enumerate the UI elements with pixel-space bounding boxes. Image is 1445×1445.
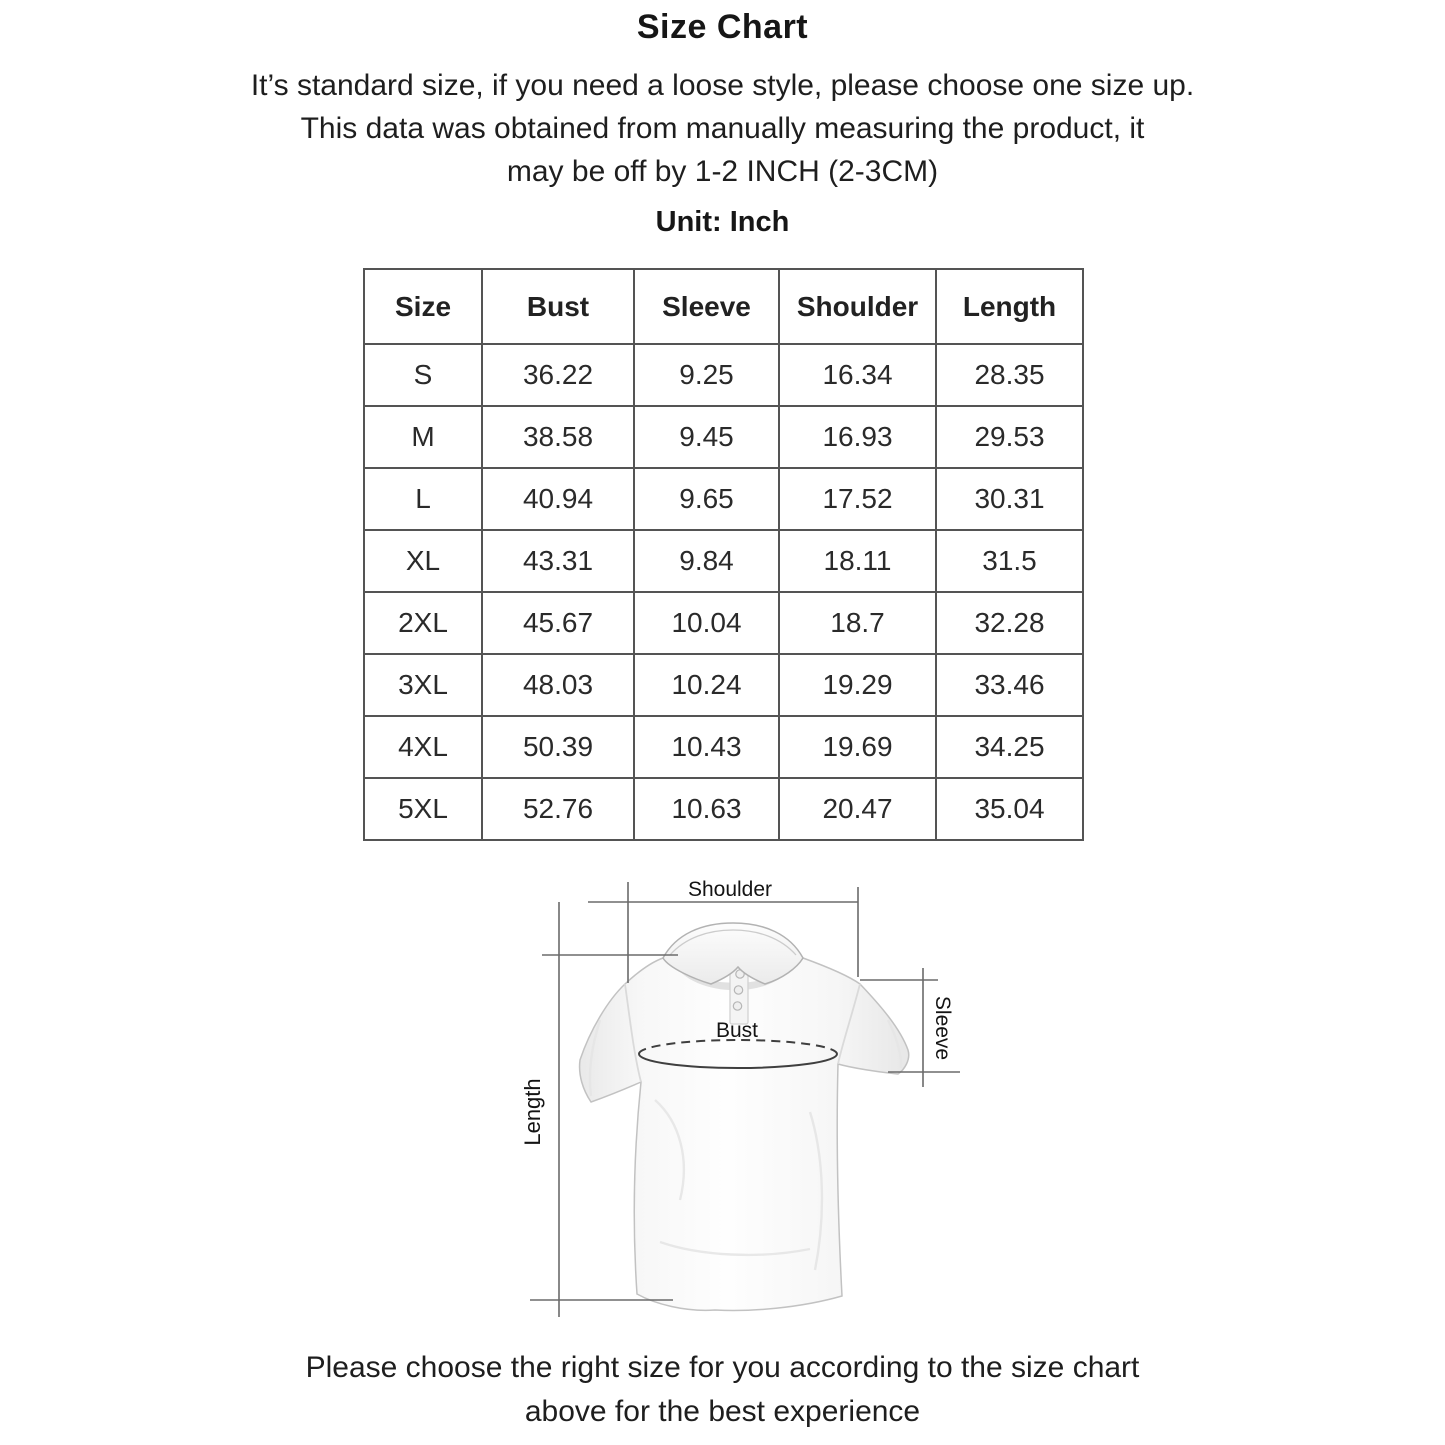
- size-cell: S: [364, 344, 482, 406]
- column-header: Bust: [482, 269, 634, 344]
- measurement-cell: 50.39: [482, 716, 634, 778]
- table-row: [364, 592, 1083, 654]
- table-row: [364, 654, 1083, 716]
- page-title: Size Chart: [636, 8, 809, 46]
- measurement-cell: 43.31: [482, 530, 634, 592]
- measurement-cell: 10.43: [634, 716, 779, 778]
- measurement-cell: 18.7: [779, 592, 936, 654]
- measurement-cell: 18.11: [779, 530, 936, 592]
- size-cell: 4XL: [364, 716, 482, 778]
- intro-line: It’s standard size, if you need a loose style, please choose one size up.: [250, 69, 1195, 102]
- button: [733, 1002, 741, 1010]
- size-cell: 5XL: [364, 778, 482, 840]
- length-label: Length: [520, 1078, 545, 1146]
- measurement-cell: 20.47: [779, 778, 936, 840]
- intro-line: may be off by 1-2 INCH (2-3CM): [506, 155, 939, 188]
- measurement-cell: 28.35: [936, 344, 1083, 406]
- sleeve-label: Sleeve: [931, 995, 954, 1061]
- measurement-cell: 19.29: [779, 654, 936, 716]
- table-row: [364, 468, 1083, 530]
- measurement-cell: 9.45: [634, 406, 779, 468]
- measurement-cell: 32.28: [936, 592, 1083, 654]
- measurement-cell: 35.04: [936, 778, 1083, 840]
- measurement-cell: 45.67: [482, 592, 634, 654]
- bust-label: Bust: [715, 1019, 759, 1042]
- column-header: Sleeve: [634, 269, 779, 344]
- footer-line: above for the best experience: [524, 1395, 921, 1428]
- intro-text: [0, 64, 1445, 193]
- polo-shirt-graphic: [580, 923, 909, 1310]
- size-cell: 2XL: [364, 592, 482, 654]
- measurement-cell: 48.03: [482, 654, 634, 716]
- measurement-cell: 9.65: [634, 468, 779, 530]
- measurement-cell: 52.76: [482, 778, 634, 840]
- measurement-cell: 29.53: [936, 406, 1083, 468]
- measurement-cell: 34.25: [936, 716, 1083, 778]
- size-cell: XL: [364, 530, 482, 592]
- footer-line: Please choose the right size for you according to the size chart: [305, 1351, 1140, 1384]
- measurement-cell: 10.63: [634, 778, 779, 840]
- table-row: [364, 530, 1083, 592]
- column-header: Shoulder: [779, 269, 936, 344]
- measurement-cell: 19.69: [779, 716, 936, 778]
- measurement-cell: 9.25: [634, 344, 779, 406]
- shoulder-label: Shoulder: [687, 878, 773, 901]
- size-cell: M: [364, 406, 482, 468]
- size-cell: L: [364, 468, 482, 530]
- measurement-cell: 40.94: [482, 468, 634, 530]
- measurement-cell: 10.04: [634, 592, 779, 654]
- measurement-cell: 9.84: [634, 530, 779, 592]
- table-row: [364, 716, 1083, 778]
- measurement-cell: 17.52: [779, 468, 936, 530]
- measurement-cell: 10.24: [634, 654, 779, 716]
- table-row: [364, 406, 1083, 468]
- column-header: Size: [364, 269, 482, 344]
- table-row: [364, 344, 1083, 406]
- measurement-cell: 30.31: [936, 468, 1083, 530]
- measurement-cell: 16.34: [779, 344, 936, 406]
- measurement-cell: 38.58: [482, 406, 634, 468]
- measurement-cell: 16.93: [779, 406, 936, 468]
- size-cell: 3XL: [364, 654, 482, 716]
- footer-note: [0, 1346, 1445, 1434]
- shirt-diagram: [480, 860, 980, 1340]
- table-row: [364, 778, 1083, 840]
- column-header: Length: [936, 269, 1083, 344]
- measurement-cell: 31.5: [936, 530, 1083, 592]
- unit-label: Unit: Inch: [655, 206, 790, 238]
- measurement-cell: 36.22: [482, 344, 634, 406]
- intro-line: This data was obtained from manually measuring the product, it: [300, 112, 1145, 145]
- button: [734, 986, 742, 994]
- size-table: [363, 268, 1084, 841]
- measurement-cell: 33.46: [936, 654, 1083, 716]
- table-header-row: [364, 269, 1083, 344]
